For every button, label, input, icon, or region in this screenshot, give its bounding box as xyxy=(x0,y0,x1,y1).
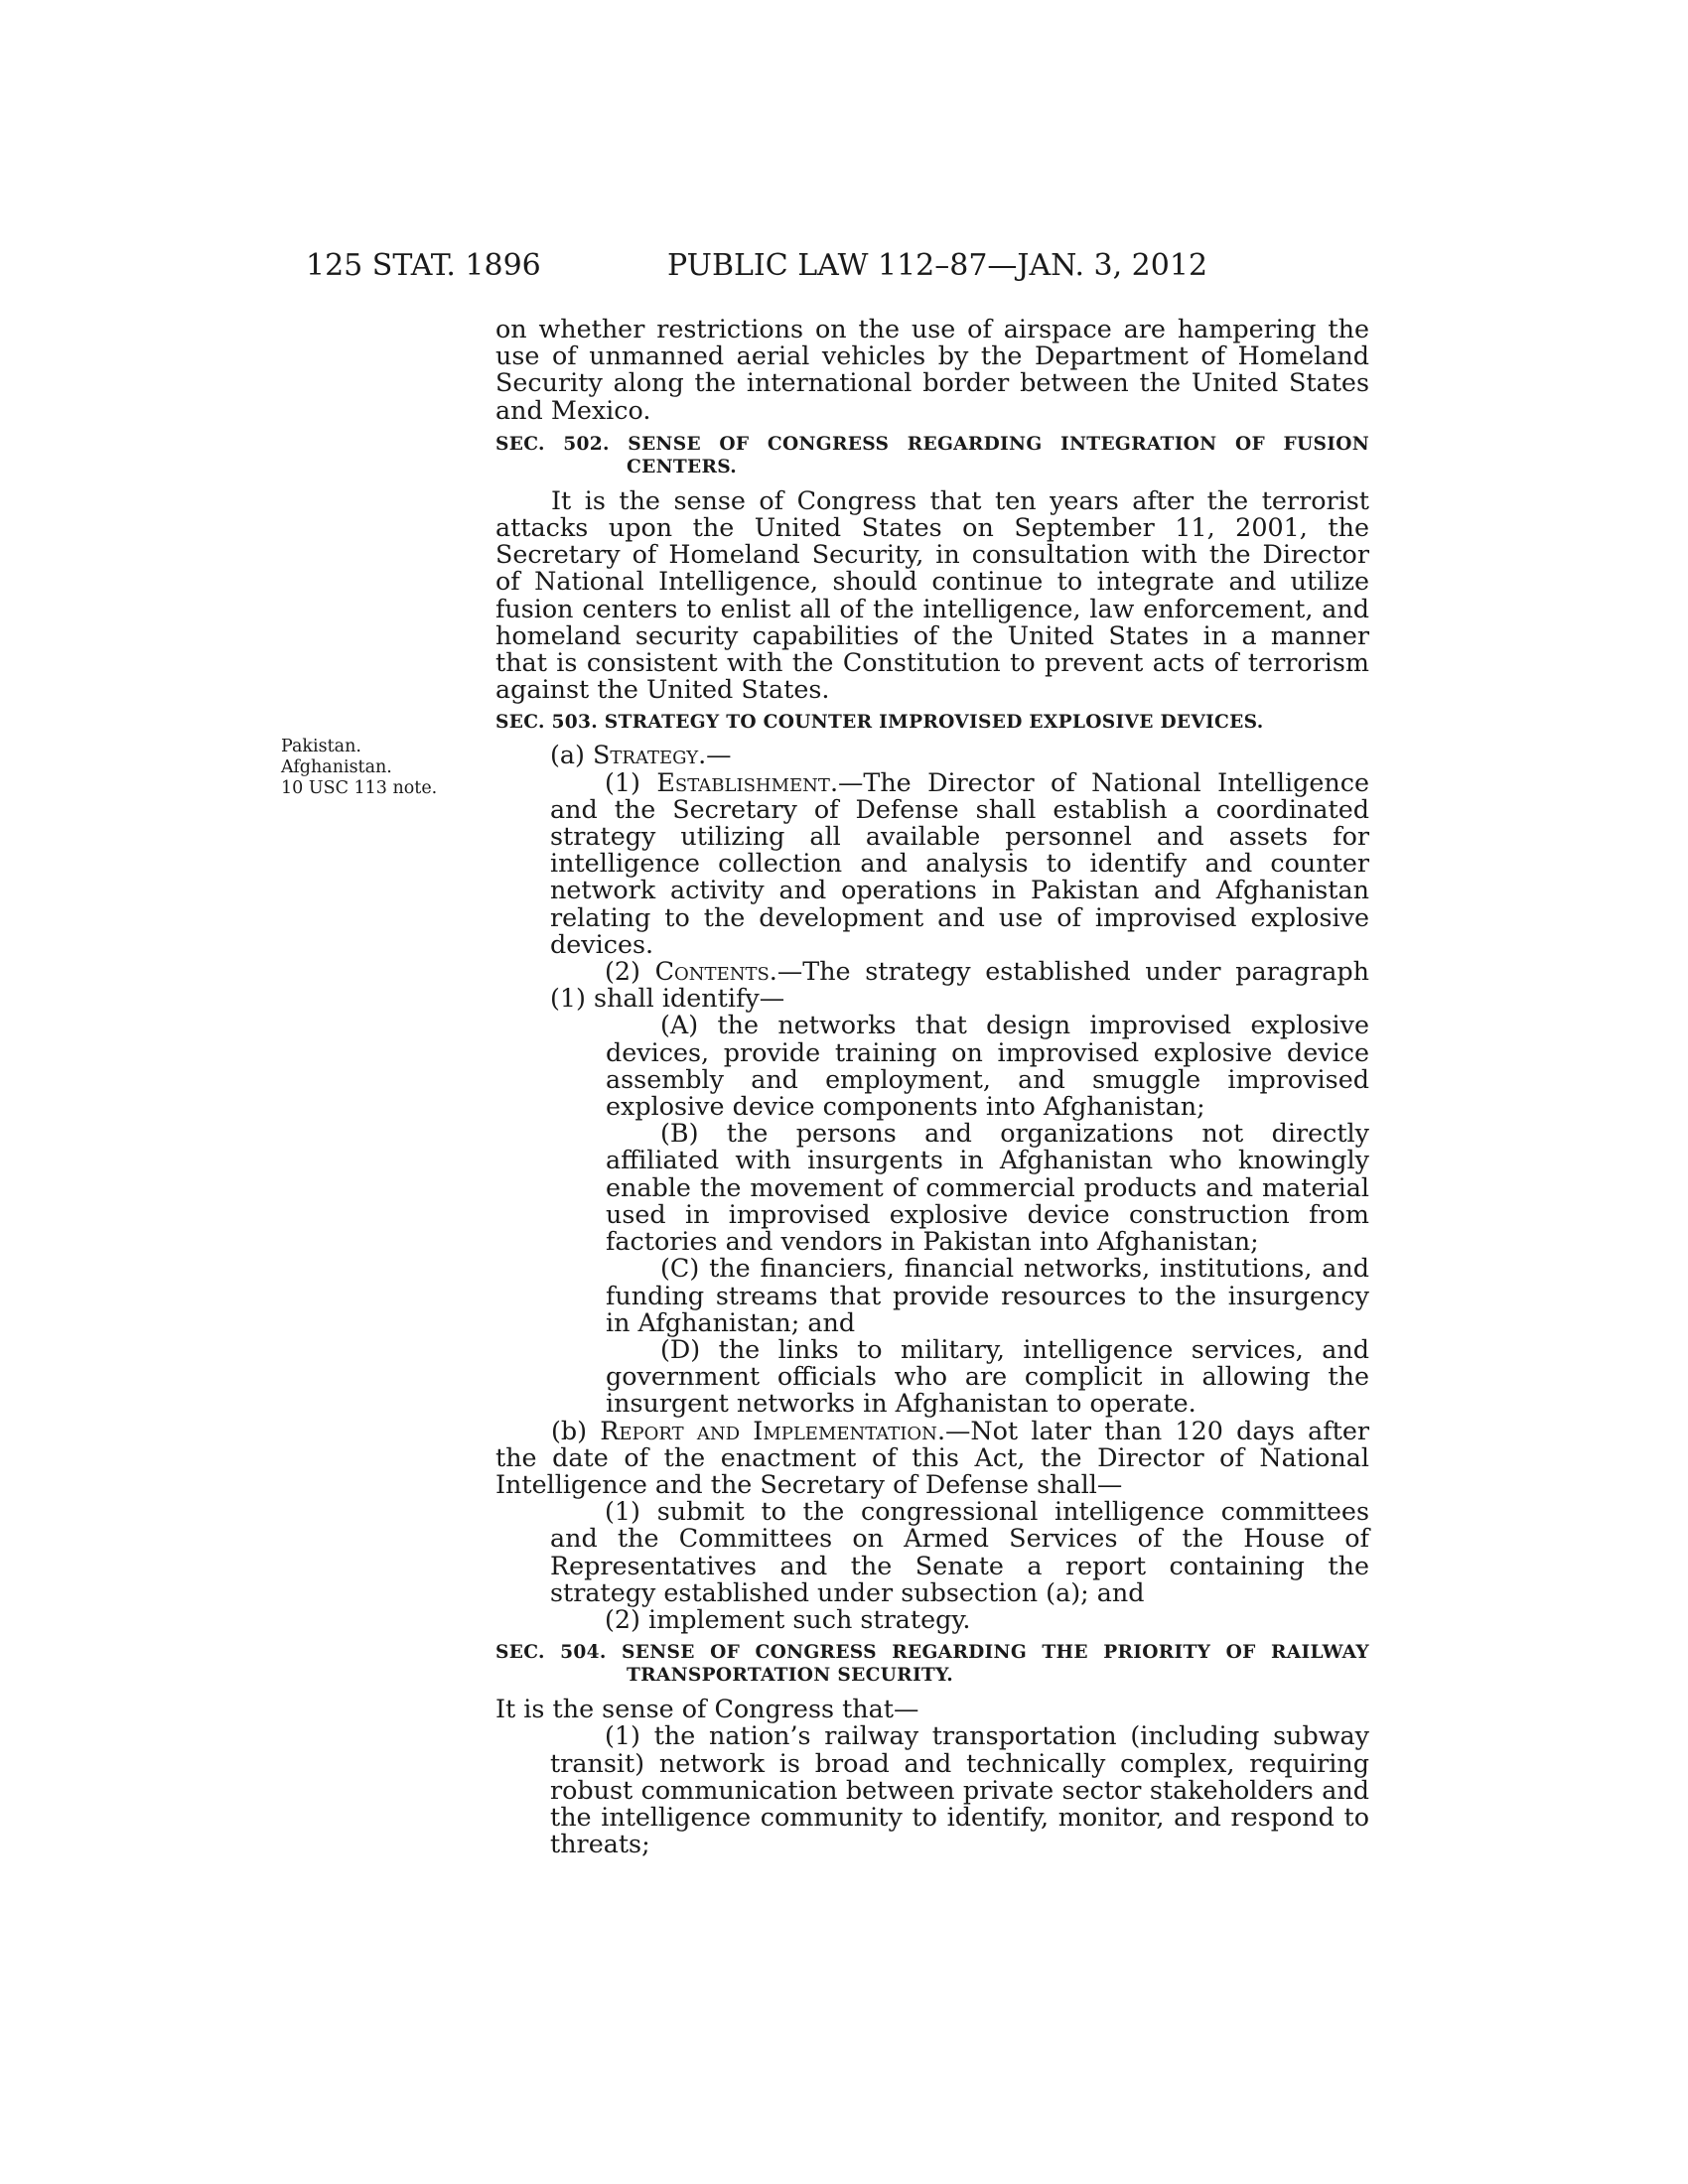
paragraph-2-label: (2) xyxy=(605,956,655,987)
subsection-b-label: (b) xyxy=(551,1415,601,1445)
stat-reference: 125 STAT. 1896 xyxy=(306,248,541,283)
list-item: (2) implement such strategy. xyxy=(605,1603,971,1634)
margin-notes xyxy=(281,737,480,798)
list-item: (1) submit to the congressional intelligence committees and the Committees on Armed Services of the House of Representatives and the Senate a report containing the strategy established under subsection (a); and xyxy=(550,1496,1369,1607)
sec-502-heading: SEC. 502. SENSE OF CONGRESS REGARDING INTEGRATION OF FUSION CENTERS. xyxy=(495,433,1369,478)
page-header xyxy=(306,248,1368,288)
subsection-a-label: (a) xyxy=(550,740,594,770)
list-item: (A) the networks that design improvised explosive devices, provide training on improvised explosive device assembly and employment, and smuggle improvised explosive device components into Afghanistan; xyxy=(606,1010,1369,1122)
paragraph-2-title: Contents xyxy=(654,956,770,987)
subsection-a-dash: .— xyxy=(698,740,732,770)
sec-504-intro: It is the sense of Congress that— xyxy=(495,1694,919,1724)
list-item: (1) the nation’s railway transportation (including subway transit) network is broad and technically complex, requiring robust communication between private sector stakeholders and the intelligence community to identify, monitor, and respond to threats; xyxy=(550,1720,1369,1859)
sec-503-heading: SEC. 503. STRATEGY TO COUNTER IMPROVISED EXPLOSIVE DEVICES. xyxy=(495,712,1264,734)
paragraph-1-title: Establishment xyxy=(656,766,830,797)
subsection-b-text: .—Not later than 120 days after the date of the enactment of this Act, the Director of National Intelligence and the Secretary of Defense shall— xyxy=(495,1415,1370,1499)
subsection-a xyxy=(495,742,1369,768)
subsection-b-title: Report and Implementation xyxy=(600,1415,937,1445)
paragraph-1-text: .—The Director of National Intelligence and the Secretary of Defense shall establish a coordinated strategy utilizing all available personnel and assets for intelligence collection and analysis to identify and counter network activity and operations in Pakistan and Afghanistan relating to the development and use of improvised explosive devices. xyxy=(550,766,1369,959)
paragraph-2 xyxy=(495,958,1369,1012)
sec-502-body: It is the sense of Congress that ten years after the terrorist attacks upon the United States on September 11, 2001, the Secretary of Homeland Security, in consultation with the Director of National Intelligence, should continue to integrate and utilize fusion centers to enlist all of the intelligence, law enforcement, and homeland security capabilities of the United States in a manner that is consistent with the Constitution to prevent acts of terrorism against the United States. xyxy=(495,484,1369,705)
margin-note: Pakistan. xyxy=(281,737,361,756)
list-item: (D) the links to military, intelligence services, and government officials who are complicit in allowing the insurgent networks in Afghanistan to operate. xyxy=(606,1333,1369,1419)
subsection-a-title: Strategy xyxy=(593,740,699,770)
margin-note: 10 USC 113 note. xyxy=(281,777,438,798)
paragraph-2-text: .—The strategy established under paragraph (1) shall identify— xyxy=(550,956,1369,1014)
paragraph-1-label: (1) xyxy=(605,766,657,797)
list-item: (C) the financiers, financial networks, institutions, and funding streams that provide resources to the insurgency in Afghanistan; and xyxy=(606,1253,1369,1337)
list-item: (B) the persons and organizations not directly affiliated with insurgents in Afghanistan who knowingly enable the movement of commercial products and material used in improvised explosive device construction from factories and vendors in Pakistan into Afghanistan; xyxy=(606,1118,1369,1257)
body-text xyxy=(495,316,1369,1857)
law-title: PUBLIC LAW 112–87—JAN. 3, 2012 xyxy=(667,248,1208,283)
intro-paragraph: on whether restrictions on the use of airspace are hampering the use of unmanned aerial vehicles by the Department of Homeland Security along the international border between the United States and Mexico. xyxy=(495,314,1369,425)
subsection-b xyxy=(495,1415,1370,1499)
margin-note: Afghanistan. xyxy=(281,756,392,777)
sec-504-heading: SEC. 504. SENSE OF CONGRESS REGARDING THE PRIORITY OF RAILWAY TRANSPORTATION SECURITY. xyxy=(495,1642,1369,1687)
paragraph-1 xyxy=(495,766,1369,959)
